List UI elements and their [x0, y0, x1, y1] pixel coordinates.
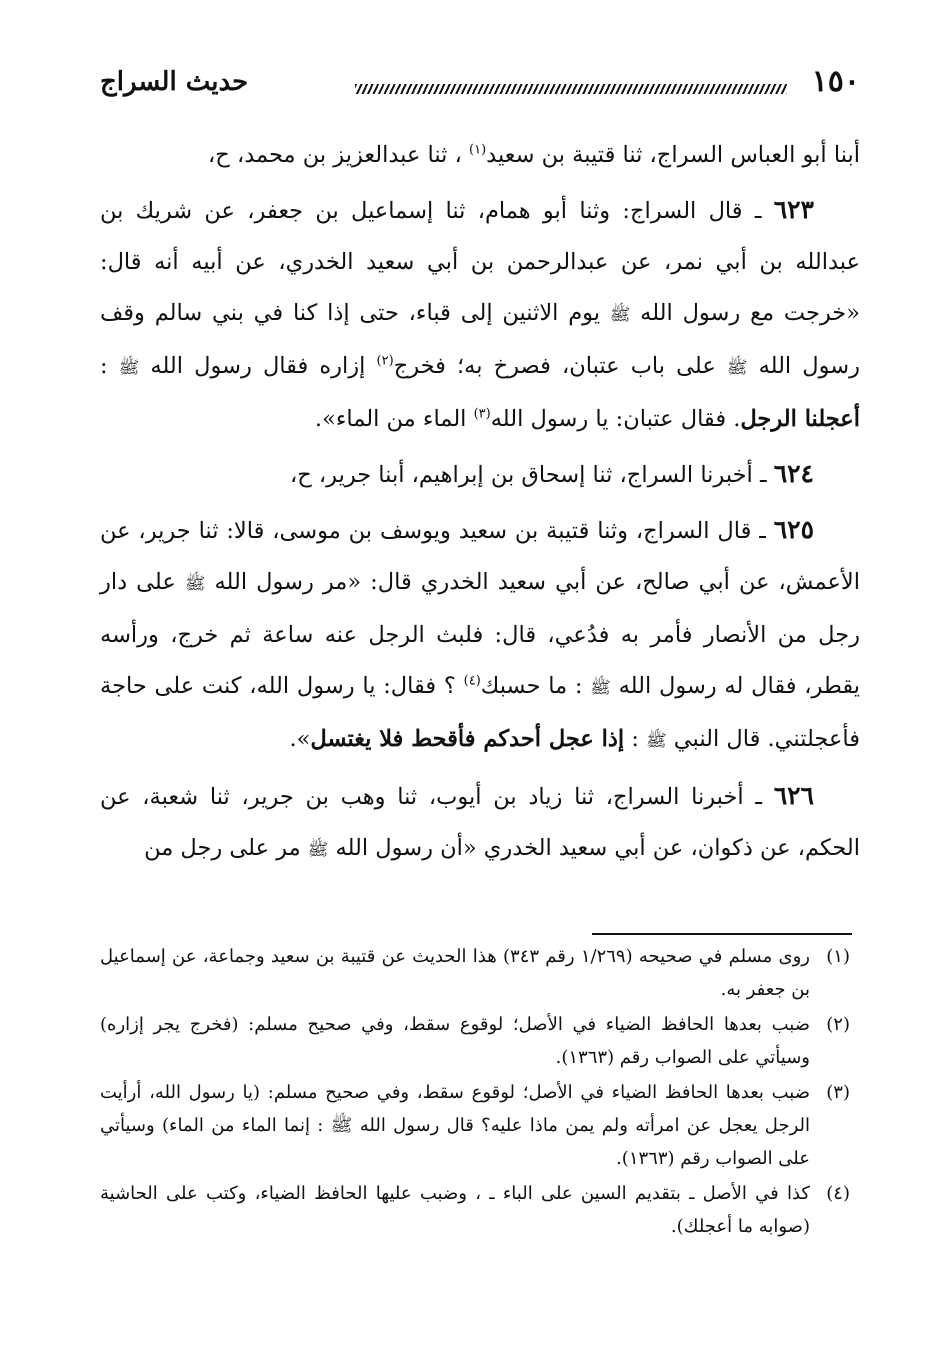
paragraph-624: ٦٢٤ ـ أخبرنا السراج، ثنا إسحاق بن إبراهيم، أبنا جرير، ح،: [289, 459, 814, 488]
footnote-divider: [592, 933, 852, 935]
bold-quote: أعجلنا الرجل: [740, 406, 860, 432]
header-rule: [355, 84, 787, 94]
body-text: [100, 130, 860, 879]
hadith-number: ٦٢٤: [773, 459, 814, 488]
salutation-glyph: ﷺ: [590, 678, 611, 698]
paragraph-1: أبنا أبو العباس السراج، ثنا قتيبة بن سعيد$^{(١)}$ ، ثنا عبدالعزيز بن محمد، ح،: [208, 142, 860, 168]
footnote-number: (١): [826, 946, 850, 967]
footnote-ref-4: (٤): [463, 673, 481, 689]
footnotes: [100, 940, 850, 1245]
footnote-3: [100, 1076, 850, 1175]
footnote-text: روى مسلم في صحيحه (١/٢٦٩ رقم ٣٤٣) هذا الحديث عن قتيبة بن سعيد وجماعة، عن إسماعيل بن جعفر به.: [100, 946, 810, 1000]
footnote-number: (٤): [826, 1183, 850, 1204]
page-number: ١٥٠: [811, 64, 860, 99]
page-header: [100, 62, 860, 102]
salutation-glyph: ﷺ: [726, 358, 748, 378]
footnote-text: كذا في الأصل ـ بتقديم السين على الباء ـ ، وضبب عليها الحافظ الضياء، وكتب على الحاشية (صوابه ما أعجلك).: [100, 1183, 810, 1237]
paragraph-623: ٦٢٣ ـ قال السراج: وثنا أبو همام، ثنا إسماعيل بن جعفر، عن شريك بن عبدالله بن أبي نمر، عن عبدالرحمن بن أبي سعيد الخدري، عن أبيه أنه قال: «خرجت مع رسول الله ﷺ يوم الاثنين إلى قباء، حتى إذا كنا في بني سالم وقف رسول الله ﷺ على باب عتبان، فصرخ به؛ فخرج$^{(٢)}$ إزاره فقال رسول الله ﷺ : أعجلنا الرجل. فقال عتبان: يا رسول الله$^{(٣)}$ الماء من الماء».: [100, 195, 860, 432]
footnote-text: ضبب بعدها الحافظ الضياء في الأصل؛ لوقوع سقط، وفي صحيح مسلم: (فخرج يجر إزاره) وسيأتي على الصواب رقم (١٣٦٣).: [100, 1014, 810, 1068]
footnote-ref-2: (٢): [376, 353, 394, 369]
footnote-4: [100, 1177, 850, 1243]
footnote-number: (٣): [826, 1082, 850, 1103]
paragraph-626: ٦٢٦ ـ أخبرنا السراج، ثنا زياد بن أيوب، ثنا وهب بن جرير، ثنا شعبة، عن الحكم، عن ذكوان، عن أبي سعيد الخدري «أن رسول الله ﷺ مر على رجل من: [100, 781, 860, 861]
salutation-glyph: ﷺ: [118, 358, 140, 378]
footnote-text: ضبب بعدها الحافظ الضياء في الأصل؛ لوقوع سقط، وفي صحيح مسلم: (يا رسول الله، أرأيت الرجل يعجل عن امرأته ولم يمن ماذا عليه؟ قال رسول الله ﷺ : إنما الماء من الماء) وسيأتي على الصواب رقم (١٣٦٣).: [100, 1082, 810, 1169]
footnote-1: [100, 940, 850, 1006]
salutation-glyph: ﷺ: [646, 731, 667, 751]
salutation-glyph: ﷺ: [609, 305, 631, 325]
salutation-glyph: ﷺ: [307, 840, 329, 860]
footnote-number: (٢): [826, 1014, 850, 1035]
paragraph-625: ٦٢٥ ـ قال السراج، وثنا قتيبة بن سعيد ويوسف بن موسى، قالا: ثنا جرير، عن الأعمش، عن أبي صالح، عن أبي سعيد الخدري قال: «مر رسول الله ﷺ على دار رجل من الأنصار فأمر به فدُعي، قال: فلبث الرجل عنه ساعة ثم خرج، ورأسه يقطر، فقال له رسول الله ﷺ : ما حسبك$^{(٤)}$ ؟ فقال: يا رسول الله، كنت على حاجة فأعجلتني. قال النبي ﷺ : إذا عجل أحدكم فأقحط فلا يغتسل».: [100, 515, 861, 752]
hadith-number: ٦٢٥: [773, 515, 815, 544]
footnote-ref-1: (١): [469, 142, 487, 158]
salutation-glyph: ﷺ: [184, 574, 206, 594]
bold-quote: إذا عجل أحدكم فأقحط فلا يغتسل: [310, 726, 625, 752]
hadith-number: ٦٢٣: [773, 195, 814, 224]
running-title: حديث السراج: [100, 67, 249, 97]
hadith-number: ٦٢٦: [773, 781, 814, 810]
footnote-2: [100, 1008, 850, 1074]
footnote-ref-3: (٣): [473, 406, 491, 422]
